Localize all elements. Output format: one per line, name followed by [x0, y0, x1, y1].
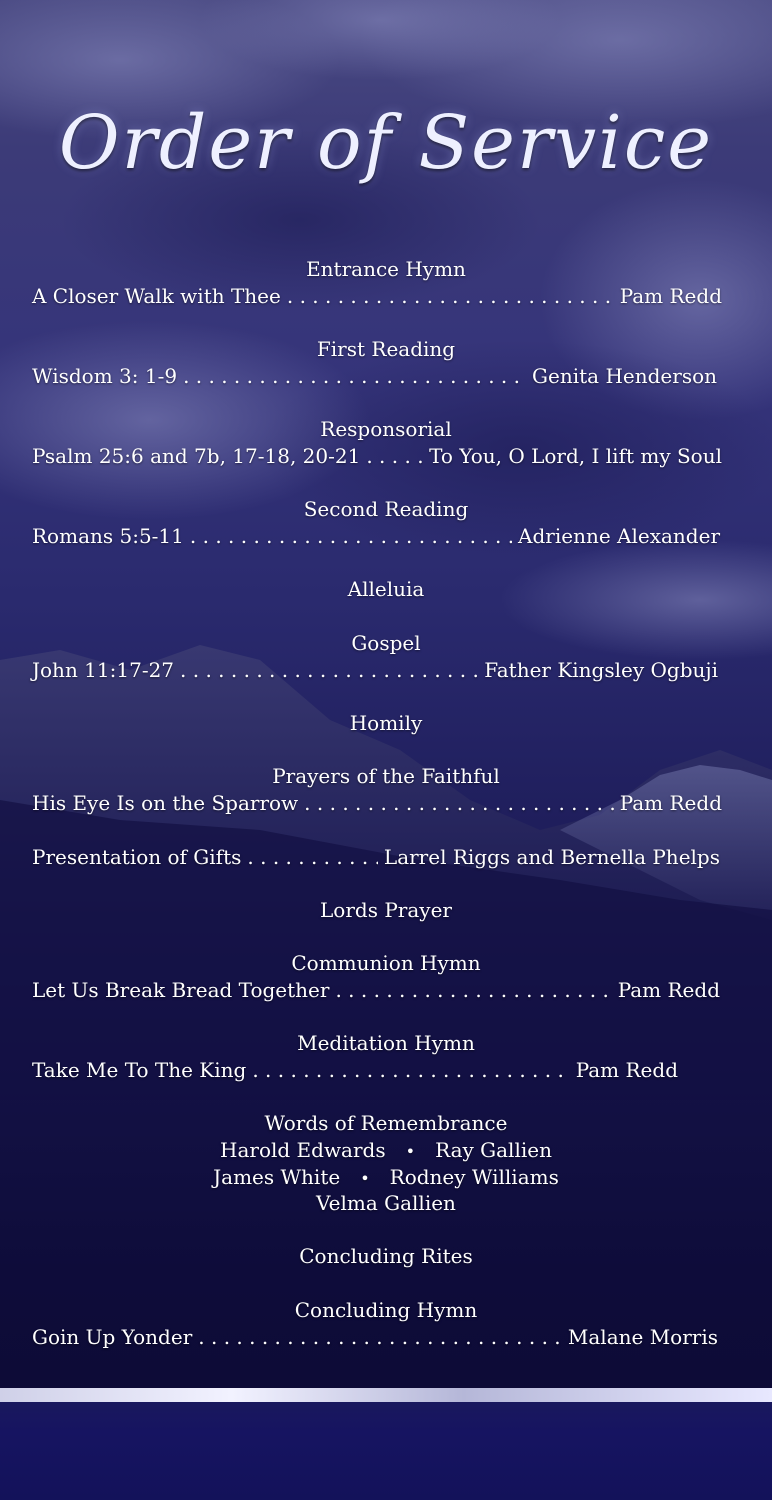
- item-title: Psalm 25:6 and 7b, 17-18, 20-21: [32, 444, 361, 468]
- item-title: Presentation of Gifts: [32, 845, 242, 869]
- section-heading: Entrance Hymn: [306, 257, 466, 281]
- section-heading: Second Reading: [303, 497, 469, 521]
- remembrance-name: Harold Edwards: [220, 1138, 386, 1162]
- program-line: [32, 1324, 718, 1350]
- section-heading: Alleluia: [347, 577, 425, 601]
- item-title: Let Us Break Bread Together: [32, 978, 330, 1002]
- item-performer: Adrienne Alexander: [518, 524, 720, 548]
- program-line: [32, 283, 722, 309]
- program-line: [32, 977, 720, 1003]
- remembrance-row: [0, 1137, 772, 1165]
- leader-dots: [180, 657, 478, 683]
- section-heading: Lords Prayer: [320, 898, 452, 922]
- program-line: [32, 844, 720, 870]
- item-title: Romans 5:5-11: [32, 524, 184, 548]
- item-title: John 11:17-27: [32, 658, 175, 682]
- program-line: [32, 1057, 678, 1083]
- bullet-separator: •: [360, 1169, 370, 1188]
- item-title: Take Me To The King: [32, 1058, 247, 1082]
- item-performer: Pam Redd: [617, 978, 720, 1002]
- silver-foil-strip: [0, 1388, 772, 1402]
- remembrance-name: Rodney Williams: [389, 1165, 559, 1189]
- item-performer: Father Kingsley Ogbuji: [484, 658, 718, 682]
- leader-dots: [304, 790, 614, 816]
- section-heading: Communion Hymn: [291, 951, 481, 975]
- item-performer: Pam Redd: [619, 284, 722, 308]
- program-line: [32, 523, 720, 549]
- remembrance-name: James White: [213, 1165, 341, 1189]
- section-heading: Concluding Hymn: [294, 1298, 478, 1322]
- item-performer: Genita Henderson: [532, 364, 717, 388]
- section-heading: Homily: [349, 711, 423, 735]
- item-performer: Larrel Riggs and Bernella Phelps: [383, 845, 720, 869]
- leader-dots: [198, 1324, 562, 1350]
- program-line: [32, 790, 722, 816]
- section-heading: First Reading: [316, 337, 456, 361]
- item-performer: Malane Morris: [567, 1325, 718, 1349]
- leader-dots: [183, 363, 526, 389]
- page-title: Order of Service: [58, 100, 714, 186]
- remembrance-name: Ray Gallien: [435, 1138, 552, 1162]
- section-heading: Concluding Rites: [299, 1244, 473, 1268]
- section-heading: Words of Remembrance: [264, 1111, 508, 1135]
- leader-dots: [190, 523, 512, 549]
- leader-dots: [252, 1057, 569, 1083]
- bullet-separator: •: [405, 1142, 416, 1161]
- section-heading: Prayers of the Faithful: [272, 764, 500, 788]
- section-heading: Meditation Hymn: [297, 1031, 475, 1055]
- section-heading: Gospel: [351, 631, 421, 655]
- item-title: Wisdom 3: 1-9: [32, 364, 178, 388]
- leader-dots: [287, 283, 614, 309]
- item-performer: Pam Redd: [619, 791, 722, 815]
- remembrance-name: Velma Gallien: [316, 1191, 456, 1215]
- bottom-band: [0, 1388, 772, 1500]
- leader-dots: [247, 844, 378, 870]
- item-title: A Closer Walk with Thee: [32, 284, 281, 308]
- item-performer: Pam Redd: [575, 1058, 678, 1082]
- remembrance-row: [0, 1164, 772, 1192]
- item-title: His Eye Is on the Sparrow: [32, 791, 299, 815]
- leader-dots: [366, 443, 423, 469]
- item-performer: To You, O Lord, I lift my Soul: [429, 444, 722, 468]
- remembrance-row: [0, 1190, 772, 1216]
- section-heading: Responsorial: [320, 417, 452, 441]
- program-line: [32, 363, 717, 389]
- program-line: [32, 657, 718, 683]
- leader-dots: [335, 977, 611, 1003]
- item-title: Goin Up Yonder: [32, 1325, 193, 1349]
- program-line: [32, 443, 722, 469]
